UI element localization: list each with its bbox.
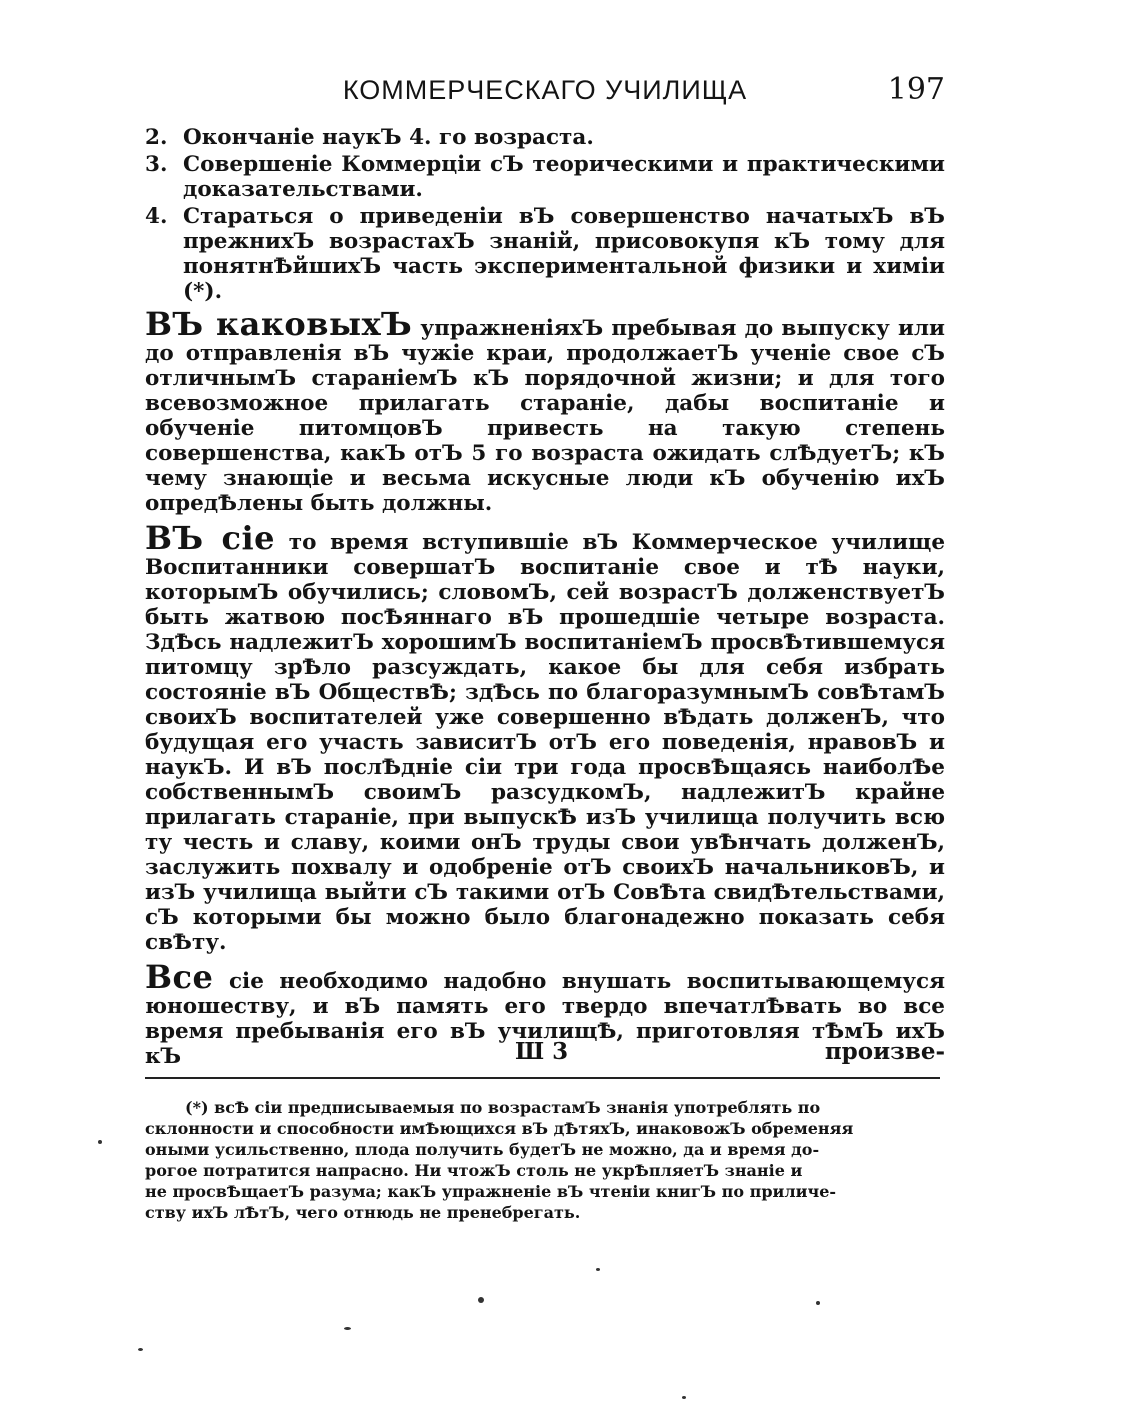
catchline (145, 1038, 945, 1072)
paragraph-lead-words: ВЪ сiе (145, 519, 276, 557)
paragraph (145, 305, 945, 516)
footnote-line: оными усильственно, плода получить будетЪ не можно, да и время до- (145, 1140, 820, 1159)
signature-mark: Ш 3 (515, 1038, 569, 1065)
paragraph-text: упражненiяхЪ пребывая до выпуску или до отправленiя вЪ чужiе краи, продолжаетЪ ученiе свое сЪ отличнымЪ старанiемЪ кЪ порядочной жизни; и для того всевозможное прилагать старанiе, дабы воспитанiе и обученiе питомцовЪ привесть на такую степень совершенства, какЪ отЪ 5 го возраста ожидать слѢдуетЪ; кЪ чему знающiе и весьма искусные люди кЪ обученiю ихЪ опредѢлены быть должны. (145, 316, 945, 516)
running-head (145, 70, 945, 110)
running-title: КОММЕРЧЕСКАГО УЧИЛИЩА (342, 75, 748, 105)
numbered-list (145, 125, 945, 304)
paragraph-lead-words: Все (145, 958, 214, 996)
list-item (145, 125, 945, 150)
list-item (145, 204, 945, 304)
paragraph-text: сiе необходимо надобно внушать воспитывающемуся юношеству, и вЪ память его твердо впечатлѢвать во все время пребыванiя его вЪ училищѢ, приготовляя тѢмЪ ихЪ кЪ (145, 969, 945, 1069)
scan-speck (98, 1140, 102, 1144)
paragraph-text: то время вступившiе вЪ Коммерческое училище Воспитанники совершатЪ воспитанiе свое и тѢ науки, которымЪ обучились; словомЪ, сей возрастЪ долженствуетЪ быть жатвою посѢяннаго вЪ прошедшiе четыре возраста. ЗдѢсь надлежитЪ хорошимЪ воспитанiемЪ просвѢтившемуся питомцу зрѢло разсуждать, какое бы для себя избрать состоянiе вЪ ОбществѢ; здѢсь по благоразумнымЪ совѢтамЪ своихЪ воспитателей уже совершенно вѢдать долженЪ, что будущая его участь зависитЪ отЪ его поведенiя, нравовЪ и наукЪ. И вЪ послѢднiе сiи три года просвѢщаясь наиболѢе собственнымЪ своимЪ разсудкомЪ, надлежитЪ крайне прилагать старанiе, при выпускѢ изЪ училища получить всю ту честь и славу, коими онЪ труды свои увѢнчать долженЪ, заслужить похвалу и одобренiе отЪ своихЪ начальниковЪ, и изЪ училища выйти сЪ такими отЪ СовѢта свидѢтельствами, сЪ которыми бы можно было благонадежно показать себя свѢту. (145, 530, 945, 955)
paragraph (145, 519, 945, 955)
footnote-rule (145, 1077, 940, 1079)
scan-speck (344, 1327, 351, 1330)
footnote (145, 1097, 940, 1223)
list-item-text: Стараться о приведенiи вЪ совершенство начатыхЪ вЪ прежнихЪ возрастахЪ знанiй, присовокупя кЪ тому для понятнѢйшихЪ часть экспериментальной физики и химiи (*). (183, 204, 945, 304)
scan-speck (816, 1301, 820, 1305)
paragraph-lead-words: ВЪ каковыхЪ (145, 305, 413, 343)
footnote-line: склонности и способности имѢющихся вЪ дѢтяхЪ, инаковожЪ обременяя (145, 1119, 854, 1138)
scan-speck (138, 1348, 143, 1351)
footnote-line: рогое потратится напрасно. Ни чтожЪ столь не укрѢпляетЪ знанiе и (145, 1161, 803, 1180)
catchword: произве- (824, 1038, 945, 1065)
scan-speck (596, 1268, 600, 1271)
list-item-number: 3. (145, 152, 168, 177)
body-text (145, 125, 945, 1079)
footnote-line: не просвѢщаетЪ разума; какЪ упражненiе вЪ чтенiи книгЪ по приличе- (145, 1182, 837, 1201)
page-number: 197 (887, 72, 945, 107)
list-item (145, 152, 945, 202)
footnote-line: (*) всѢ сiи предписываемыя по возрастамЪ знанiя употреблять по (185, 1098, 821, 1117)
list-item-number: 2. (145, 125, 168, 150)
scan-speck (478, 1297, 484, 1303)
footnote-line: ству ихЪ лѢтЪ, чего отнюдь не пренебрегать. (145, 1203, 581, 1222)
list-item-number: 4. (145, 204, 168, 229)
list-item-text: Окончанiе наукЪ 4. го возраста. (183, 125, 594, 150)
list-item-text: Совершенiе Коммерцiи сЪ теорическими и практическими доказательствами. (183, 152, 945, 202)
scan-speck (682, 1396, 686, 1399)
